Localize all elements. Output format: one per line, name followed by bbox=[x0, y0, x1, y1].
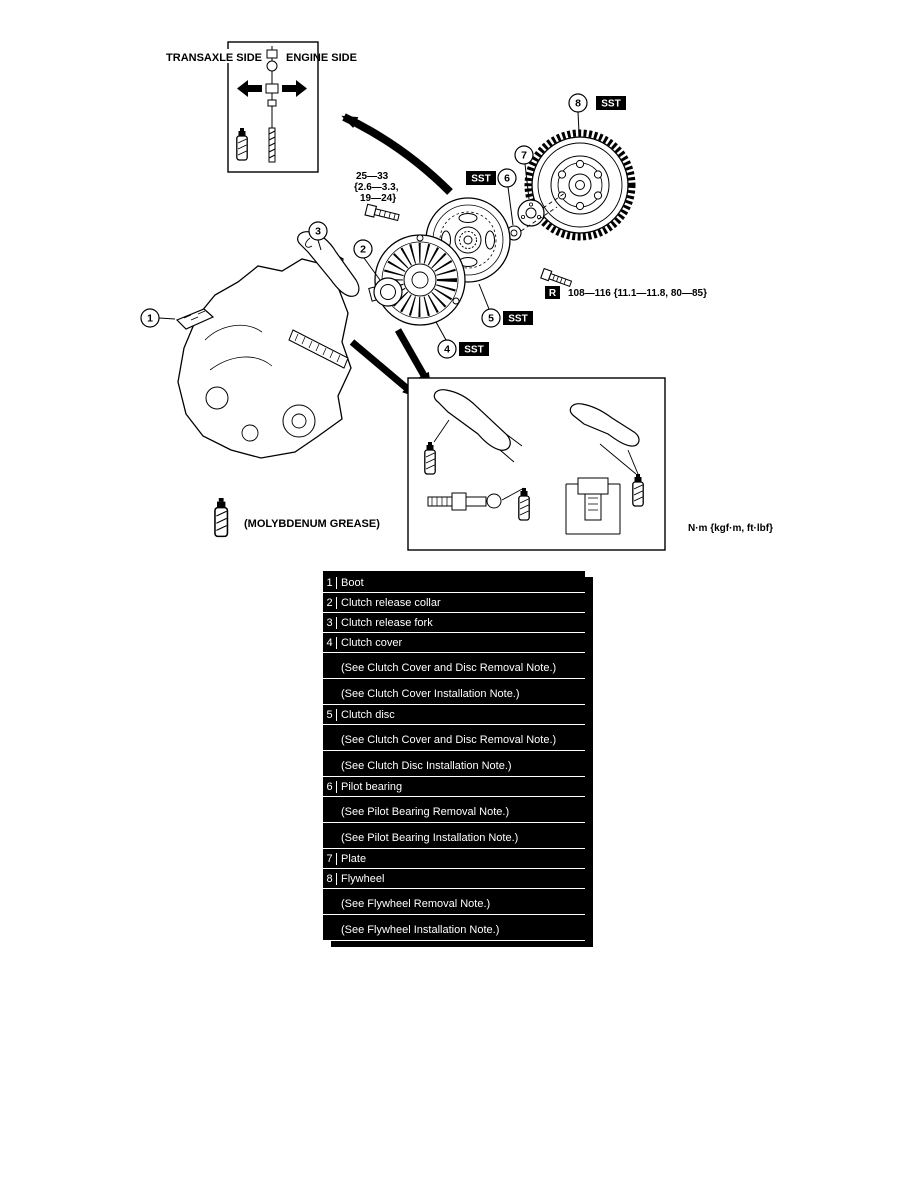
table-row-number: 7 bbox=[323, 853, 337, 865]
svg-text:4: 4 bbox=[444, 343, 450, 356]
table-row-number: 8 bbox=[323, 873, 337, 885]
callout-8 bbox=[569, 94, 587, 132]
parts-table bbox=[323, 571, 585, 941]
table-row bbox=[323, 613, 585, 633]
table-row-label: Clutch disc bbox=[341, 708, 395, 721]
table-note-label: (See Flywheel Removal Note.) bbox=[341, 898, 491, 910]
table-note-label: (See Pilot Bearing Installation Note.) bbox=[341, 832, 519, 844]
table-note-row bbox=[323, 797, 585, 823]
table-row-label: Pilot bearing bbox=[341, 780, 403, 793]
callout-1 bbox=[141, 309, 175, 327]
table-row-label: Flywheel bbox=[341, 872, 385, 885]
svg-text:R: R bbox=[548, 288, 557, 299]
table-note-row bbox=[323, 725, 585, 751]
svg-text:(MOLYBDENUM GREASE): (MOLYBDENUM GREASE) bbox=[244, 518, 380, 530]
exploded-diagram bbox=[0, 0, 918, 560]
engine-side-label: ENGINE SIDE bbox=[286, 52, 357, 64]
table-row-number: 4 bbox=[323, 637, 337, 649]
svg-text:25—33: 25—33 bbox=[356, 171, 389, 182]
svg-text:1: 1 bbox=[147, 312, 153, 325]
grease-detail-inset bbox=[408, 378, 665, 550]
table-row bbox=[323, 849, 585, 869]
table-row-number: 1 bbox=[323, 577, 337, 589]
svg-text:{2.6—3.3,: {2.6—3.3, bbox=[354, 182, 399, 193]
table-note-row bbox=[323, 751, 585, 777]
transaxle-drawing bbox=[178, 252, 351, 458]
table-note-row bbox=[323, 653, 585, 679]
callout-5 bbox=[479, 284, 500, 327]
table-row bbox=[323, 573, 585, 593]
table-note-label: (See Flywheel Installation Note.) bbox=[341, 924, 500, 936]
table-note-label: (See Clutch Cover and Disc Removal Note.) bbox=[341, 662, 557, 674]
svg-text:3: 3 bbox=[315, 225, 321, 238]
svg-text:8: 8 bbox=[575, 97, 581, 110]
table-row-label: Clutch release fork bbox=[341, 616, 433, 629]
table-note-row bbox=[323, 915, 585, 941]
svg-text:7: 7 bbox=[521, 149, 527, 162]
table-note-row bbox=[323, 889, 585, 915]
table-note-label: (See Clutch Cover Installation Note.) bbox=[341, 688, 520, 700]
svg-text:6: 6 bbox=[504, 172, 510, 185]
table-row-label: Plate bbox=[341, 852, 367, 865]
table-row-number: 3 bbox=[323, 617, 337, 629]
table-row bbox=[323, 777, 585, 797]
sst-badge-pilot bbox=[466, 171, 496, 185]
table-note-row bbox=[323, 823, 585, 849]
cover-bolt-torque-label bbox=[354, 171, 399, 204]
table-note-row bbox=[323, 679, 585, 705]
table-row bbox=[323, 633, 585, 653]
table-note-label: (See Clutch Cover and Disc Removal Note.) bbox=[341, 734, 557, 746]
table-row bbox=[323, 869, 585, 889]
svg-text:SST: SST bbox=[464, 344, 484, 356]
sst-badge-disc bbox=[503, 311, 533, 325]
cover-bolt-drawing bbox=[365, 204, 400, 223]
transaxle-side-label: TRANSAXLE SIDE bbox=[166, 52, 262, 64]
table-row-label: Boot bbox=[341, 576, 364, 589]
table-row-label: Clutch cover bbox=[341, 636, 403, 649]
sst-badge-cover bbox=[459, 342, 489, 356]
shaft-direction-inset bbox=[162, 42, 357, 172]
grease-bottle-icon bbox=[215, 498, 227, 536]
units-note: N·m {kgf·m, ft·lbf} bbox=[688, 523, 773, 534]
table-row-number: 5 bbox=[323, 709, 337, 721]
table-row-label: Clutch release collar bbox=[341, 596, 441, 609]
molybdenum-grease-note bbox=[215, 498, 380, 536]
table-note-label: (See Clutch Disc Installation Note.) bbox=[341, 760, 512, 772]
table-note-label: (See Pilot Bearing Removal Note.) bbox=[341, 806, 510, 818]
svg-text:19—24}: 19—24} bbox=[360, 193, 397, 204]
callout-4 bbox=[436, 322, 456, 358]
svg-text:108—116 {11.1—11.8, 80—85}: 108—116 {11.1—11.8, 80—85} bbox=[568, 288, 708, 299]
release-collar-drawing bbox=[369, 278, 402, 306]
callout-2 bbox=[354, 240, 380, 280]
sst-badge-flywheel bbox=[596, 96, 626, 110]
table-row bbox=[323, 593, 585, 613]
svg-text:SST: SST bbox=[601, 98, 621, 110]
plate-drawing bbox=[518, 200, 544, 226]
flywheel-bolt-drawing bbox=[541, 269, 573, 289]
svg-text:SST: SST bbox=[508, 313, 528, 325]
svg-text:2: 2 bbox=[360, 243, 366, 256]
flywheel-torque-label bbox=[545, 286, 707, 299]
table-row-number: 2 bbox=[323, 597, 337, 609]
flywheel-drawing bbox=[528, 133, 632, 237]
svg-text:SST: SST bbox=[471, 173, 491, 185]
table-row bbox=[323, 705, 585, 725]
svg-text:5: 5 bbox=[488, 312, 494, 325]
table-row-number: 6 bbox=[323, 781, 337, 793]
